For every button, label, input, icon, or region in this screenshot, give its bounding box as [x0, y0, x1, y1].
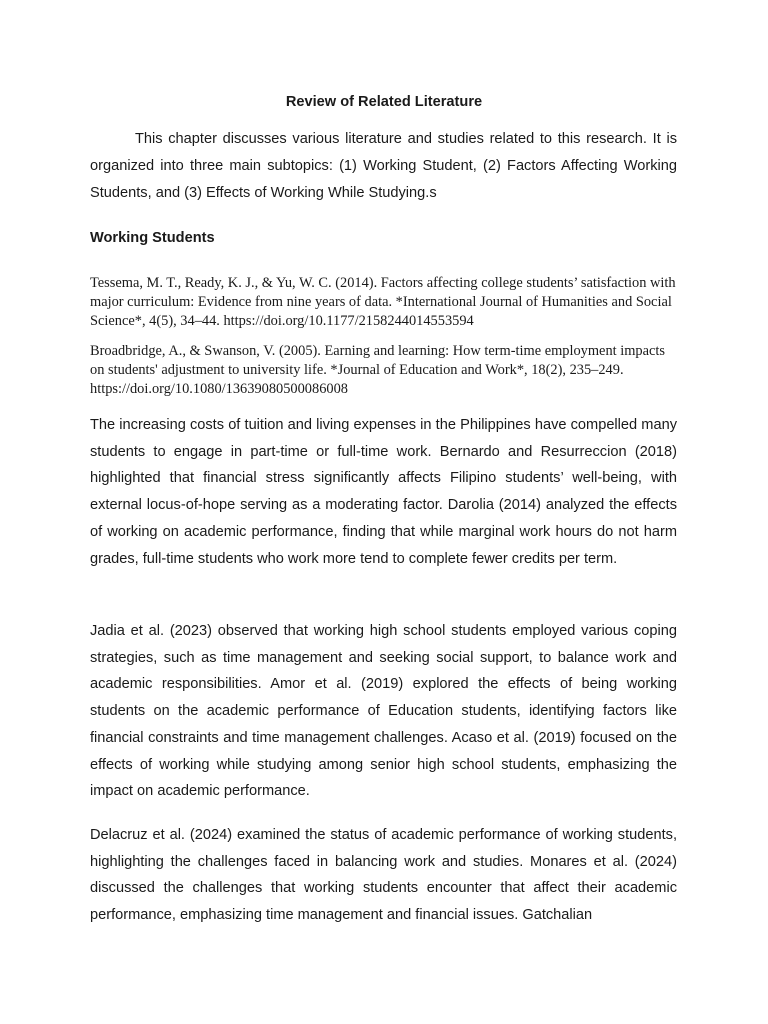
reference-entry-tessema: Tessema, M. T., Ready, K. J., & Yu, W. C. (2014). Factors affecting college students’ satisfaction with major curriculum: Evidence from nine years of data. *International Journal of Humanities and Social Science*, 4(5), 34–44. https://doi.org/10.1177/2158244014553594 [90, 275, 676, 329]
body-paragraph-costs: The increasing costs of tuition and living expenses in the Philippines have compelled many students to engage in part-time or full-time work. Bernardo and Resurreccion (2018) highlighted that financial stress significantly affects Filipino students’ well-being, with external locus-of-hope serving as a moderating factor. Darolia (2014) analyzed the effects of working on academic performance, finding that while marginal work hours do not harm grades, full-time students who work more tend to complete fewer credits per term. [90, 417, 677, 567]
section-heading-working-students: Working Students [90, 230, 215, 246]
reference-entry-broadbridge: Broadbridge, A., & Swanson, V. (2005). Earning and learning: How term-time employment impacts on students' adjustment to university life. *Journal of Education and Work*, 18(2), 235–249. https://doi.org/10.1080/13639080500086008 [90, 343, 665, 397]
body-paragraph-challenges: Delacruz et al. (2024) examined the status of academic performance of working students, highlighting the challenges faced in balancing work and studies. Monares et al. (2024) discussed the challenges that working students encounter that affect their academic performance, emphasizing time management and financial issues. Gatchalian [90, 827, 677, 924]
intro-paragraph: This chapter discusses various literature and studies related to this research. It is organized into three main subtopics: (1) Working Student, (2) Factors Affecting Working Students, and (3) Effects of Working While Studying.s [90, 131, 677, 201]
page-title: Review of Related Literature [285, 94, 483, 110]
body-paragraph-coping: Jadia et al. (2023) observed that working high school students employed various coping strategies, such as time management and seeking social support, to balance work and academic responsibilities. Amor et al. (2019) explored the effects of being working students on the academic performance of Education students, identifying factors like financial constraints and time management challenges. Acaso et al. (2019) focused on the effects of working while studying among senior high school students, emphasizing the impact on academic performance. [90, 623, 677, 800]
